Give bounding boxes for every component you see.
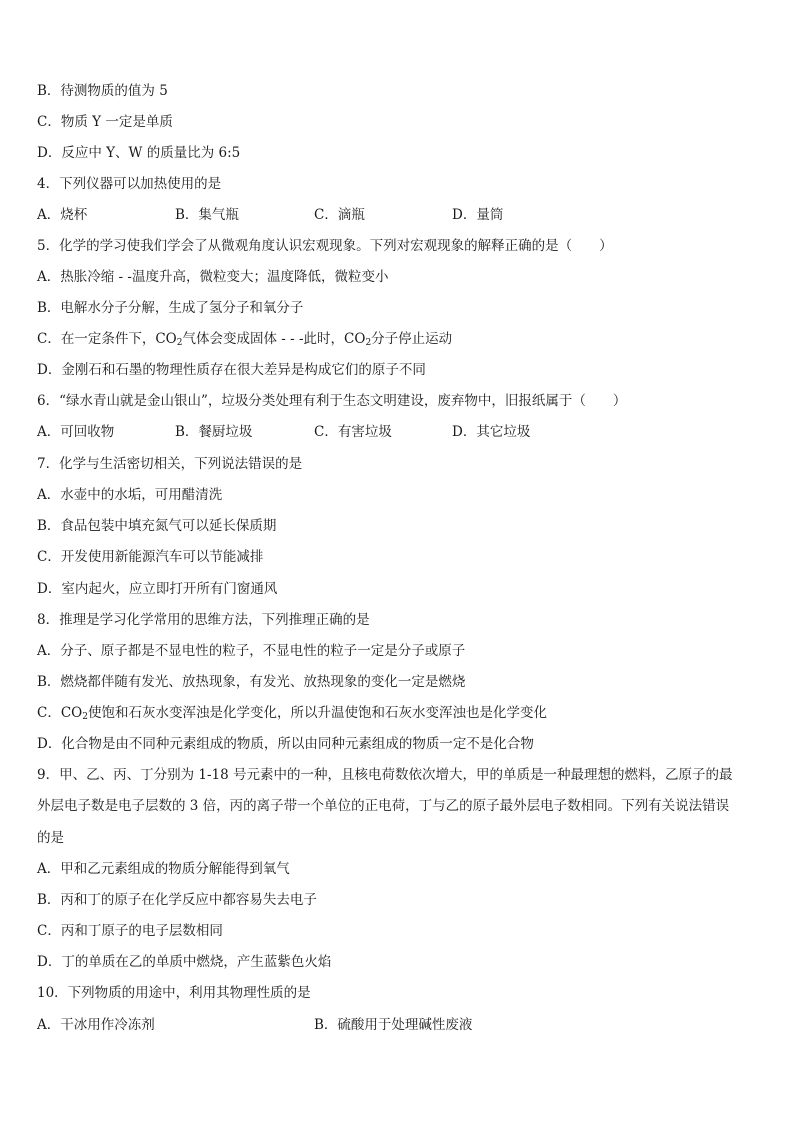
q9-option-d: D．丁的单质在乙的单质中燃烧，产生蓝紫色火焰 <box>37 954 332 970</box>
q4-option-d: D．量筒 <box>452 207 504 223</box>
q5-option-c-text-1: C．在一定条件下，CO <box>37 331 177 347</box>
q10-option-b: B．硫酸用于处理碱性废液 <box>314 1017 473 1033</box>
q5-option-d: D．金刚石和石墨的物理性质存在很大差异是构成它们的原子不同 <box>37 362 426 378</box>
q8-option-d: D．化合物是由不同种元素组成的物质，所以由同种元素组成的物质一定不是化合物 <box>37 736 534 752</box>
q5-option-c-text-3: 分子停止运动 <box>371 331 453 347</box>
q4-option-a: A．烧杯 <box>37 207 88 223</box>
q5-option-a: A．热胀冷缩 - -温度升高，微粒变大；温度降低，微粒变小 <box>37 269 389 285</box>
q8-option-b: B．燃烧都伴随有发光、放热现象，有发光、放热现象的变化一定是燃烧 <box>37 674 466 690</box>
q7-option-a: A．水壶中的水垢，可用醋清洗 <box>37 487 223 503</box>
q4-options <box>37 206 764 224</box>
q9-stem-line-3: 的是 <box>37 830 64 846</box>
q10-options <box>37 1016 764 1034</box>
q7-option-d: D．室内起火，应立即打开所有门窗通风 <box>37 581 278 597</box>
q6-option-b: B．餐厨垃圾 <box>175 424 253 440</box>
q5-option-c-text-2: 气体会变成固体 - - -此时，CO <box>182 331 366 347</box>
q9-stem-line-2: 外层电子数是电子层数的 3 倍，丙的离子带一个单位的正电荷，丁与乙的原子最外层电子数相同。下列有关说法错误 <box>37 798 730 814</box>
q9-option-c: C．丙和丁原子的电子层数相同 <box>37 923 223 939</box>
q8-option-c-text-2: 使饱和石灰水变浑浊是化学变化，所以升温使饱和石灰水变浑浊也是化学变化 <box>87 705 547 721</box>
q5-option-c-subscript-1: 2 <box>176 338 183 348</box>
q8-option-a: A．分子、原子都是不显电性的粒子，不显电性的粒子一定是分子或原子 <box>37 643 466 659</box>
q10-stem: 10．下列物质的用途中，利用其物理性质的是 <box>37 985 311 1001</box>
q8-stem: 8．推理是学习化学常用的思维方法，下列推理正确的是 <box>37 612 370 628</box>
q6-option-d: D．其它垃圾 <box>452 424 531 440</box>
q5-stem: 5．化学的学习使我们学会了从微观角度认识宏观现象。下列对宏观现象的解释正确的是（ ） <box>37 238 613 254</box>
q3-option-d: D．反应中 Y、W 的质量比为 6:5 <box>37 145 241 161</box>
q5-option-c-subscript-2: 2 <box>365 338 372 348</box>
q8-option-c-text-1: C．CO <box>37 705 83 721</box>
q7-stem: 7．化学与生活密切相关，下列说法错误的是 <box>37 456 303 472</box>
q8-option-c-subscript: 2 <box>82 712 88 722</box>
q6-option-a: A．可回收物 <box>37 424 115 440</box>
q4-option-c: C．滴瓶 <box>314 207 365 223</box>
q4-stem: 4．下列仪器可以加热使用的是 <box>37 176 222 192</box>
q8-option-c <box>37 704 764 722</box>
q6-stem: 6．“绿水青山就是金山银山”，垃圾分类处理有利于生态文明建设，废弃物中，旧报纸属于（ ） <box>37 393 627 409</box>
q6-option-c: C．有害垃圾 <box>314 424 392 440</box>
q5-option-c <box>37 330 764 348</box>
q3-option-c: C．物质 Y 一定是单质 <box>37 114 173 130</box>
q4-option-b: B．集气瓶 <box>175 207 239 223</box>
q7-option-c: C．开发使用新能源汽车可以节能减排 <box>37 549 264 565</box>
q9-stem-line-1: 9．甲、乙、丙、丁分别为 1-18 号元素中的一种，且核电荷数依次增大，甲的单质是一种最理想的燃料，乙原子的最 <box>37 767 733 783</box>
q3-option-b: B．待测物质的值为 5 <box>37 83 168 99</box>
q10-option-a: A．干冰用作冷冻剂 <box>37 1017 155 1033</box>
q9-option-a: A．甲和乙元素组成的物质分解能得到氧气 <box>37 861 290 877</box>
q6-options <box>37 423 764 441</box>
q9-option-b: B．丙和丁的原子在化学反应中都容易失去电子 <box>37 892 317 908</box>
q7-option-b: B．食品包装中填充氮气可以延长保质期 <box>37 518 277 534</box>
q5-option-b: B．电解水分子分解，生成了氢分子和氧分子 <box>37 300 304 316</box>
